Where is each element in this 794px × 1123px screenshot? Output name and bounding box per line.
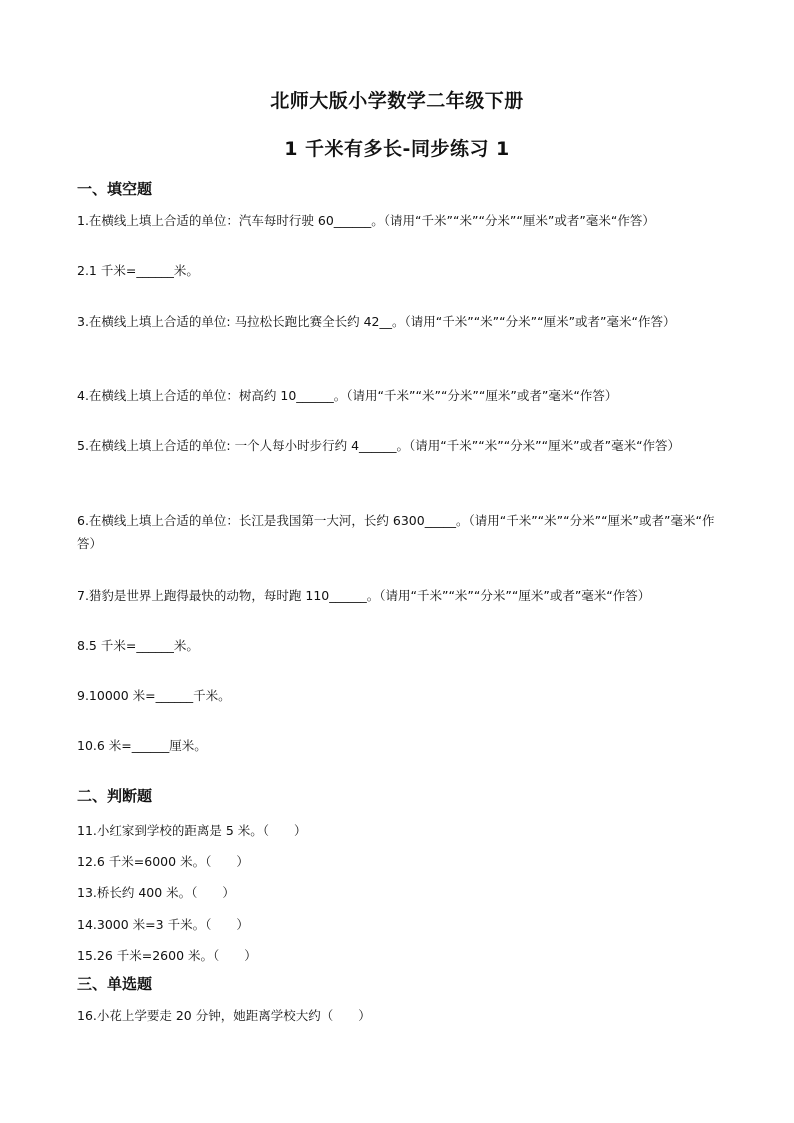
section-single-choice: 三、单选题 <box>77 975 153 993</box>
question-2: 2.1 千米=______米。 <box>77 263 199 278</box>
question-16: 16.小花上学要走 20 分钟，她距离学校大约（ ） <box>77 1008 371 1023</box>
question-3: 3.在横线上填上合适的单位: 马拉松长跑比赛全长约 42__。（请用“千米”“米”“分米”“厘米”或者”毫米“作答） <box>77 314 676 329</box>
question-10: 10.6 米=______厘米。 <box>77 738 207 753</box>
question-6: 6.在横线上填上合适的单位：长江是我国第一大河，长约 6300_____。（请用“千米”“米”“分米”“厘米”或者”毫米“作答） <box>77 513 715 551</box>
question-9: 9.10000 米=______千米。 <box>77 688 231 703</box>
question-11: 11.小红家到学校的距离是 5 米。（ ） <box>77 823 307 838</box>
section-fill-blank: 一、填空题 <box>77 180 153 198</box>
page-title: 北师大版小学数学二年级下册 <box>270 90 524 112</box>
question-13: 13.桥长约 400 米。（ ） <box>77 885 235 900</box>
question-5: 5.在横线上填上合适的单位: 一个人每小时步行约 4______。（请用“千米”“米”“分米”“厘米”或者”毫米“作答） <box>77 438 681 453</box>
section-true-false: 二、判断题 <box>77 787 153 805</box>
question-4: 4.在横线上填上合适的单位：树高约 10______。（请用“千米”“米”“分米”“厘米”或者”毫米“作答） <box>77 388 618 403</box>
question-1: 1.在横线上填上合适的单位：汽车每时行驶 60______。（请用“千米”“米”“分米”“厘米”或者”毫米“作答） <box>77 213 655 228</box>
page-subtitle: 1 千米有多长-同步练习 1 <box>284 138 510 160</box>
question-14: 14.3000 米=3 千米。（ ） <box>77 917 249 932</box>
question-12: 12.6 千米=6000 米。（ ） <box>77 854 249 869</box>
question-7: 7.猎豹是世界上跑得最快的动物，每时跑 110______。（请用“千米”“米”“分米”“厘米”或者”毫米“作答） <box>77 588 651 603</box>
question-8: 8.5 千米=______米。 <box>77 638 199 653</box>
question-15: 15.26 千米=2600 米。（ ） <box>77 948 257 963</box>
